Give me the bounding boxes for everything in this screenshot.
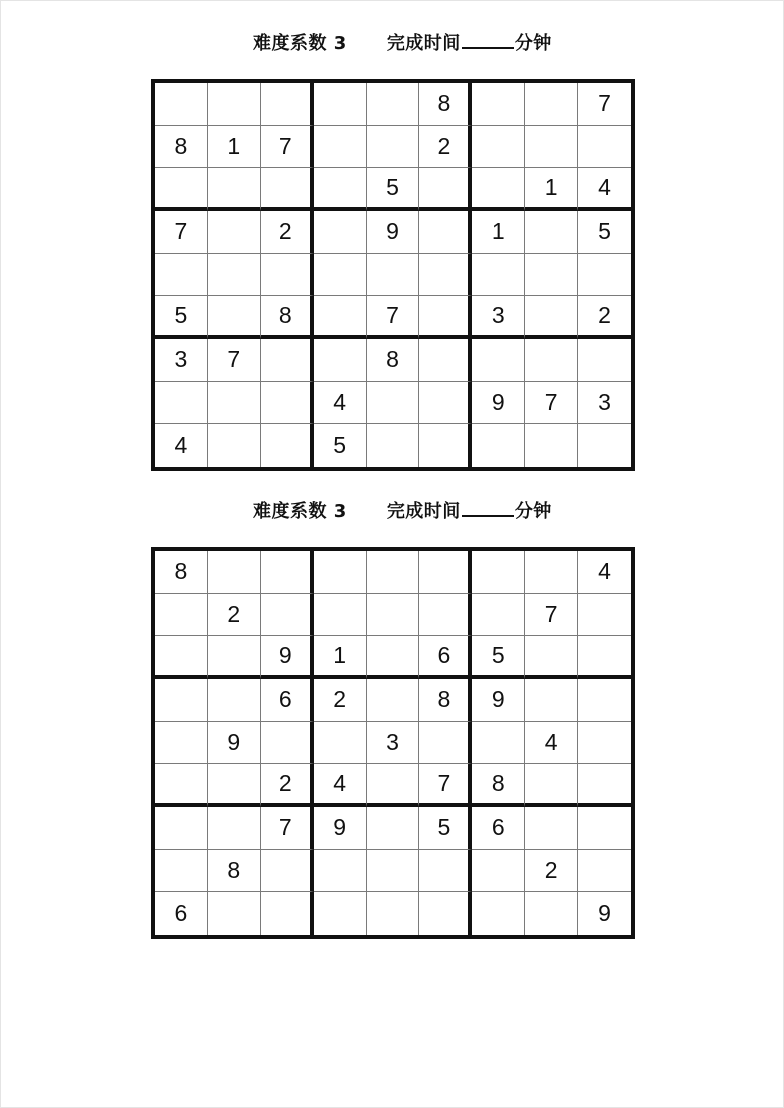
sudoku-cell[interactable] [261, 168, 314, 211]
sudoku-cell: 1 [208, 126, 261, 169]
sudoku-cell[interactable] [261, 850, 314, 893]
sudoku-cell[interactable] [419, 594, 472, 637]
sudoku-cell[interactable] [208, 764, 261, 807]
sudoku-cell[interactable] [314, 254, 367, 297]
sudoku-cell[interactable] [314, 339, 367, 382]
sudoku-cell: 9 [208, 722, 261, 765]
sudoku-cell: 2 [314, 679, 367, 722]
sudoku-cell: 5 [367, 168, 420, 211]
sudoku-grid-2 [151, 547, 635, 939]
sudoku-cell: 2 [208, 594, 261, 637]
sudoku-cell: 2 [578, 296, 631, 339]
sudoku-cell: 7 [578, 83, 631, 126]
sudoku-cell[interactable] [261, 551, 314, 594]
sudoku-cell[interactable] [314, 126, 367, 169]
sudoku-cell[interactable] [155, 594, 208, 637]
sudoku-cell: 8 [261, 296, 314, 339]
sudoku-cell: 8 [155, 551, 208, 594]
sudoku-cell: 4 [155, 424, 208, 467]
sudoku-cell[interactable] [419, 168, 472, 211]
sudoku-cell[interactable] [472, 83, 525, 126]
sudoku-cell[interactable] [578, 850, 631, 893]
sudoku-cell[interactable] [208, 807, 261, 850]
sudoku-cell[interactable] [367, 551, 420, 594]
sudoku-cell: 8 [155, 126, 208, 169]
sudoku-cell[interactable] [472, 722, 525, 765]
sudoku-cell[interactable] [367, 254, 420, 297]
sudoku-cell: 9 [367, 211, 420, 254]
sudoku-cell[interactable] [155, 807, 208, 850]
sudoku-cell[interactable] [578, 807, 631, 850]
sudoku-cell[interactable] [208, 551, 261, 594]
sudoku-cell[interactable] [208, 296, 261, 339]
sudoku-cell[interactable] [261, 722, 314, 765]
sudoku-cell: 3 [155, 339, 208, 382]
sudoku-cell[interactable] [155, 722, 208, 765]
sudoku-cell[interactable] [419, 382, 472, 425]
sudoku-cell[interactable] [261, 382, 314, 425]
sudoku-cell[interactable] [419, 551, 472, 594]
sudoku-cell[interactable] [525, 551, 578, 594]
sudoku-cell: 8 [419, 679, 472, 722]
sudoku-cell[interactable] [419, 850, 472, 893]
sudoku-cell[interactable] [578, 254, 631, 297]
sudoku-cell[interactable] [525, 339, 578, 382]
sudoku-cell: 5 [314, 424, 367, 467]
sudoku-cell[interactable] [578, 339, 631, 382]
sudoku-cell: 8 [419, 83, 472, 126]
time-blank-field[interactable] [462, 497, 514, 517]
sudoku-cell[interactable] [578, 424, 631, 467]
difficulty-label: 难度系数 [253, 501, 327, 522]
sudoku-cell: 4 [578, 168, 631, 211]
difficulty-value: 3 [333, 501, 347, 522]
sudoku-cell[interactable] [367, 764, 420, 807]
sudoku-cell[interactable] [155, 382, 208, 425]
sudoku-cell: 5 [155, 296, 208, 339]
sudoku-cell[interactable] [525, 892, 578, 935]
puzzle-1-title [253, 29, 552, 57]
sudoku-cell[interactable] [472, 126, 525, 169]
sudoku-cell[interactable] [472, 551, 525, 594]
sudoku-cell[interactable] [578, 126, 631, 169]
sudoku-cell[interactable] [314, 551, 367, 594]
sudoku-cell: 1 [472, 211, 525, 254]
sudoku-cell[interactable] [578, 764, 631, 807]
sudoku-cell: 9 [261, 636, 314, 679]
sudoku-cell[interactable] [155, 83, 208, 126]
sudoku-cell[interactable] [367, 807, 420, 850]
sudoku-cell: 6 [419, 636, 472, 679]
sudoku-cell[interactable] [208, 424, 261, 467]
sudoku-cell[interactable] [314, 296, 367, 339]
sudoku-cell: 3 [578, 382, 631, 425]
sudoku-cell: 4 [578, 551, 631, 594]
sudoku-cell[interactable] [208, 636, 261, 679]
sudoku-cell[interactable] [314, 722, 367, 765]
sudoku-cell: 4 [314, 382, 367, 425]
sudoku-cell[interactable] [472, 254, 525, 297]
sudoku-cell[interactable] [314, 594, 367, 637]
sudoku-cell: 6 [155, 892, 208, 935]
difficulty-value: 3 [333, 33, 347, 54]
sudoku-cell[interactable] [525, 636, 578, 679]
sudoku-cell[interactable] [472, 168, 525, 211]
sudoku-cell: 7 [419, 764, 472, 807]
sudoku-cell[interactable] [208, 679, 261, 722]
sudoku-cell[interactable] [578, 594, 631, 637]
sudoku-cell[interactable] [419, 722, 472, 765]
sudoku-cell: 1 [525, 168, 578, 211]
sudoku-cell[interactable] [208, 168, 261, 211]
sudoku-cell[interactable] [155, 679, 208, 722]
sudoku-grid-1 [151, 79, 635, 471]
sudoku-cell: 7 [525, 594, 578, 637]
sudoku-cell: 2 [525, 850, 578, 893]
sudoku-cell: 6 [261, 679, 314, 722]
sudoku-cell[interactable] [472, 424, 525, 467]
sudoku-cell: 7 [261, 126, 314, 169]
sudoku-cell[interactable] [314, 850, 367, 893]
difficulty-label: 难度系数 [253, 33, 327, 54]
sudoku-cell[interactable] [367, 850, 420, 893]
sudoku-cell: 5 [578, 211, 631, 254]
time-blank-field[interactable] [462, 29, 514, 49]
sudoku-cell: 7 [155, 211, 208, 254]
sudoku-cell: 2 [419, 126, 472, 169]
sudoku-cell[interactable] [419, 339, 472, 382]
sudoku-cell[interactable] [367, 126, 420, 169]
sudoku-cell[interactable] [155, 764, 208, 807]
sudoku-cell: 7 [208, 339, 261, 382]
sudoku-cell[interactable] [367, 382, 420, 425]
sudoku-cell: 4 [314, 764, 367, 807]
sudoku-cell[interactable] [261, 339, 314, 382]
sudoku-cell[interactable] [472, 892, 525, 935]
sudoku-cell[interactable] [367, 636, 420, 679]
sudoku-cell: 2 [261, 211, 314, 254]
sudoku-cell[interactable] [367, 83, 420, 126]
sudoku-cell[interactable] [472, 339, 525, 382]
sudoku-cell: 8 [367, 339, 420, 382]
sudoku-cell[interactable] [261, 892, 314, 935]
sudoku-cell[interactable] [155, 636, 208, 679]
sudoku-cell: 9 [472, 382, 525, 425]
sudoku-cell[interactable] [578, 679, 631, 722]
sudoku-cell[interactable] [367, 594, 420, 637]
sudoku-cell[interactable] [261, 594, 314, 637]
sudoku-cell[interactable] [367, 679, 420, 722]
sudoku-cell[interactable] [525, 807, 578, 850]
sudoku-cell[interactable] [525, 211, 578, 254]
sudoku-cell[interactable] [367, 424, 420, 467]
sudoku-cell: 2 [261, 764, 314, 807]
sudoku-cell: 1 [314, 636, 367, 679]
sudoku-cell[interactable] [314, 83, 367, 126]
sudoku-cell: 4 [525, 722, 578, 765]
time-unit: 分钟 [514, 33, 552, 54]
sudoku-cell[interactable] [208, 83, 261, 126]
sudoku-cell: 5 [419, 807, 472, 850]
sudoku-cell[interactable] [419, 296, 472, 339]
sudoku-cell[interactable] [525, 83, 578, 126]
sudoku-cell: 9 [598, 900, 611, 927]
sudoku-cell: 6 [472, 807, 525, 850]
sudoku-cell: 7 [367, 296, 420, 339]
sudoku-cell[interactable] [525, 126, 578, 169]
sudoku-cell[interactable] [314, 892, 367, 935]
sudoku-cell: 9 [314, 807, 367, 850]
sudoku-cell[interactable] [155, 254, 208, 297]
sudoku-cell[interactable] [525, 679, 578, 722]
puzzle-2-title [253, 497, 552, 525]
sudoku-cell[interactable] [314, 168, 367, 211]
sudoku-cell[interactable] [419, 424, 472, 467]
sudoku-cell[interactable] [208, 254, 261, 297]
sudoku-cell: 5 [472, 636, 525, 679]
sudoku-cell[interactable] [314, 211, 367, 254]
sudoku-cell: 8 [472, 764, 525, 807]
sudoku-cell[interactable] [419, 211, 472, 254]
time-label: 完成时间 [386, 33, 461, 54]
sudoku-cell: 8 [208, 850, 261, 893]
time-unit: 分钟 [514, 501, 552, 522]
sudoku-cell[interactable] [261, 254, 314, 297]
time-label: 完成时间 [386, 501, 461, 522]
sudoku-cell: 7 [261, 807, 314, 850]
sudoku-cell[interactable] [525, 424, 578, 467]
sudoku-cell[interactable] [578, 722, 631, 765]
sudoku-cell[interactable] [155, 168, 208, 211]
sudoku-cell: 3 [367, 722, 420, 765]
sudoku-cell[interactable] [419, 254, 472, 297]
sudoku-cell[interactable] [472, 850, 525, 893]
sudoku-cell[interactable] [208, 382, 261, 425]
sudoku-cell: 3 [472, 296, 525, 339]
sudoku-cell[interactable] [208, 892, 261, 935]
sudoku-cell[interactable] [525, 764, 578, 807]
sudoku-cell[interactable] [367, 892, 420, 935]
sudoku-cell[interactable] [261, 424, 314, 467]
sudoku-cell[interactable] [155, 850, 208, 893]
sudoku-cell[interactable] [208, 211, 261, 254]
sudoku-cell[interactable] [525, 254, 578, 297]
sudoku-cell[interactable] [472, 594, 525, 637]
sudoku-cell[interactable] [419, 892, 472, 935]
sudoku-cell[interactable] [578, 636, 631, 679]
sudoku-cell: 7 [525, 382, 578, 425]
sudoku-cell[interactable] [261, 83, 314, 126]
sudoku-cell[interactable] [525, 296, 578, 339]
sudoku-cell: 9 [472, 679, 525, 722]
